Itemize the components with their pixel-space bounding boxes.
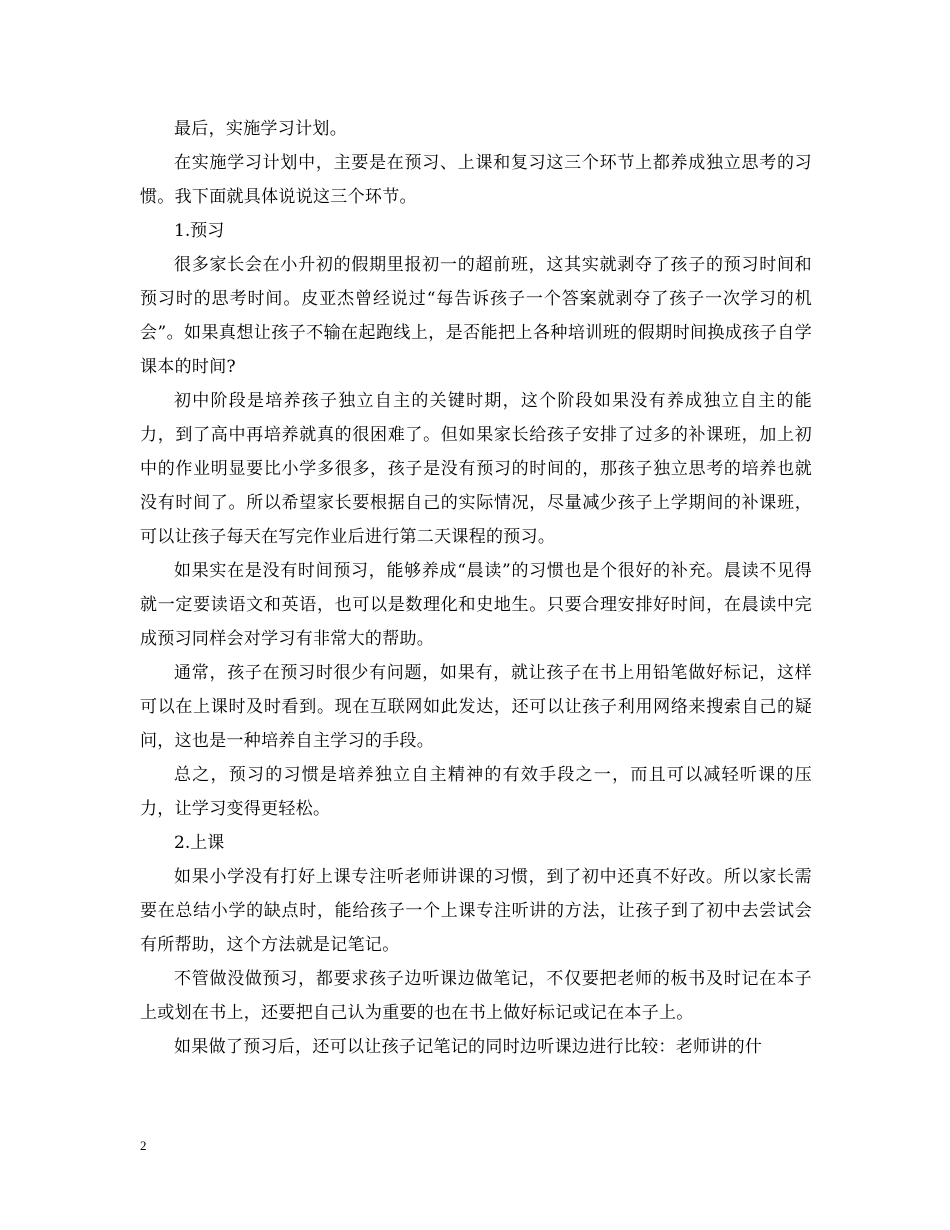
paragraph: 如果小学没有打好上课专注听老师讲课的习惯，到了初中还真不好改。所以家长需要在总结小学的缺点时，能给孩子一个上课专注听讲的方法，让孩子到了初中去尝试会有所帮助，这个方法就是记笔记。 xyxy=(140,867,812,955)
paragraph: 最后，实施学习计划。 xyxy=(174,119,347,139)
paragraph: 很多家长会在小升初的假期里报初一的超前班，这其实就剥夺了孩子的预习时间和预习时的思考时间。皮亚杰曾经说过“每告诉孩子一个答案就剥夺了孩子一次学习的机会”。如果真想让孩子不输在起跑线上，是否能把上各种培训班的假期时间换成孩子自学课本的时间? xyxy=(140,255,812,377)
paragraph: 初中阶段是培养孩子独立自主的关键时期，这个阶段如果没有养成独立自主的能力，到了高中再培养就真的很困难了。但如果家长给孩子安排了过多的补课班，加上初中的作业明显要比小学多很多，孩子是没有预习的时间的，那孩子独立思考的培养也就没有时间了。所以希望家长要根据自己的实际情况，尽量减少孩子上学期间的补课班，可以让孩子每天在写完作业后进行第二天课程的预习。 xyxy=(140,391,812,547)
page-number: 2 xyxy=(140,1138,147,1153)
section-heading: 2.上课 xyxy=(174,833,225,853)
paragraph: 如果实在是没有时间预习，能够养成“晨读”的习惯也是个很好的补充。晨读不见得就一定要读语文和英语，也可以是数理化和史地生。只要合理安排好时间，在晨读中完成预习同样会对学习有非常大的帮助。 xyxy=(140,561,812,649)
paragraph: 在实施学习计划中，主要是在预习、上课和复习这三个环节上都养成独立思考的习惯。我下面就具体说说这三个环节。 xyxy=(140,153,812,207)
section-heading: 1.预习 xyxy=(174,221,225,241)
paragraph: 不管做没做预习，都要求孩子边听课边做笔记，不仅要把老师的板书及时记在本子上或划在书上，还要把自己认为重要的也在书上做好标记或记在本子上。 xyxy=(140,969,812,1023)
paragraph: 总之，预习的习惯是培养独立自主精神的有效手段之一，而且可以减轻听课的压力，让学习变得更轻松。 xyxy=(140,765,812,819)
paragraph: 如果做了预习后，还可以让孩子记笔记的同时边听课边进行比较：老师讲的什 xyxy=(174,1037,763,1057)
document-body xyxy=(140,112,812,1064)
paragraph: 通常，孩子在预习时很少有问题，如果有，就让孩子在书上用铅笔做好标记，这样可以在上课时及时看到。现在互联网如此发达，还可以让孩子利用网络来搜索自己的疑问，这也是一种培养自主学习的手段。 xyxy=(140,663,812,751)
